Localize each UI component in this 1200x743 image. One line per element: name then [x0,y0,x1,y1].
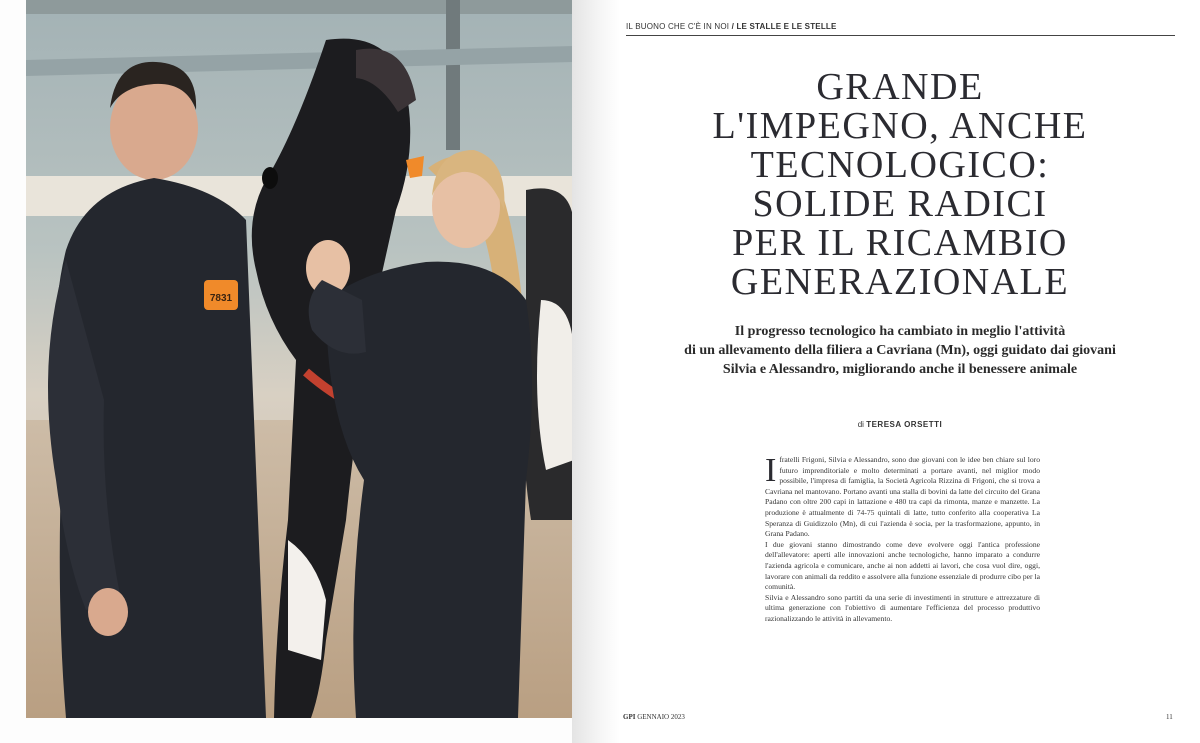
body-paragraph: Silvia e Alessandro sono partiti da una serie di investimenti in strutture e attrezzature di ultima generazione con l'obiettivo di aumentare l'efficienza del processo produttivo razionalizzando le attività in allevamento. [765,592,1040,623]
subtitle-line: di un allevamento della filiera a Cavriana (Mn), oggi guidato dai giovani [684,343,1116,358]
title-line: TECNOLOGICO: [750,144,1050,186]
byline-prefix: di [857,420,864,429]
body-paragraph: I due giovani stanno dimostrando come deve evolvere oggi l'antica professione dell'allevatore: aperti alle innovazioni anche tecnologiche, hanno imparato a condurre l'azienda agricola e comunicare, anche ai non addetti ai lavori, che cosa vuol dire, oggi, lavorare con animali da reddito e assolvere alla funzione essenziale di produrre cibo per la comunità. [765,539,1040,592]
article-subtitle [640,322,1160,379]
title-line: GRANDE [816,66,984,108]
byline [600,420,1200,429]
subtitle-line: Silvia e Alessandro, migliorando anche il benessere animale [722,362,1078,377]
page-number: 11 [1166,713,1173,721]
cow-ear-tag-number: 7831 [209,293,233,304]
rubric-separator: / [729,22,737,31]
cover-photo [26,0,574,718]
byline-author: TERESA ORSETTI [866,420,943,429]
body-paragraph [765,452,1040,540]
rubric-section: IL BUONO CHE C'È IN NOI [626,22,730,31]
page-footer [623,713,685,721]
title-line: L'IMPEGNO, ANCHE [712,105,1088,147]
right-page [600,0,1200,743]
section-rubric [626,22,1175,36]
farmers-with-cow-illustration [26,0,574,718]
title-line: SOLIDE RADICI [752,183,1048,225]
subtitle-line: Il progresso tecnologico ha cambiato in meglio l'attività [734,324,1066,339]
drop-cap: I [765,452,777,489]
paragraph-text: fratelli Frigoni, Silvia e Alessandro, sono due giovani con le idee ben chiare sul loro futuro imprenditoriale e molto determinati a portare avanti, nel miglior modo possibile, l'impresa di famiglia, la Società Agricola Rizzina di Frigoni, che si trova a Cavriana nel mantovano. Portano avanti una stalla di bovini da latte del circuito del Grana Padano con oltre 200 capi in lattazione e 480 tra capi da rimonta, manze e manzette. La produzione è attualmente di 74-75 quintali di latte, tutto conferito alla cooperativa La Speranza di Guidizzolo (Mn), di cui l'azienda è socia, per la trasformazione, appunto, in Grana Padano. [765,455,1040,539]
rubric-subsection: LE STALLE E LE STELLE [736,22,837,31]
title-line: PER IL RICAMBIO [732,222,1068,264]
title-line: GENERAZIONALE [730,261,1070,303]
article-body [765,452,1040,625]
article-title [660,68,1140,302]
left-page [0,0,598,743]
issue-date: GENNAIO 2023 [637,713,685,721]
magazine-name: GPI [623,713,636,721]
